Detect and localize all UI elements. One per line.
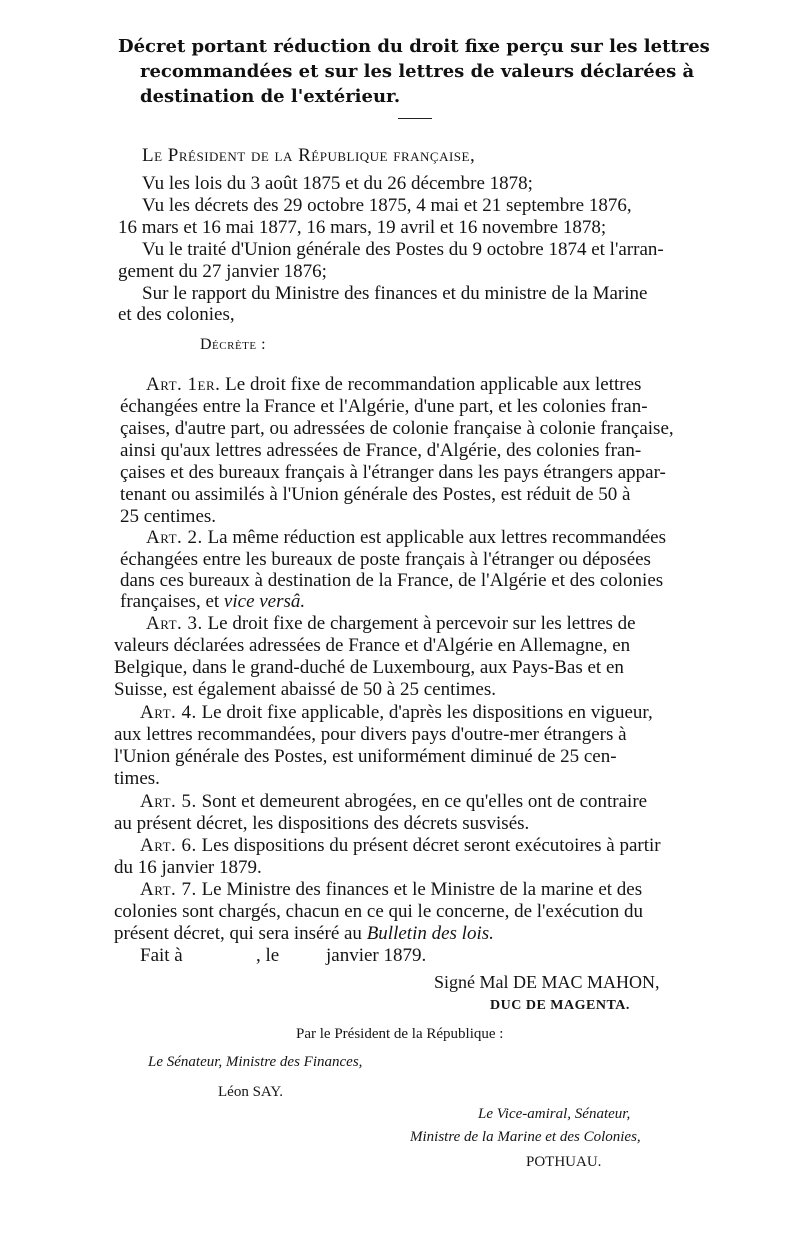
- vu-decrets-2: 16 mars et 16 mai 1877, 16 mars, 19 avril et 16 novembre 1878;: [118, 217, 607, 238]
- ministre-marine-colonies: Ministre de la Marine et des Colonies,: [410, 1129, 641, 1145]
- article-2-line-1: [146, 526, 666, 549]
- title-divider: [398, 118, 432, 119]
- article-4-line-1: [140, 701, 653, 724]
- article-6-line-1: [140, 834, 661, 857]
- title-line-1: Décret portant réduction du droit fixe perçu sur les lettres: [118, 36, 710, 57]
- vu-decrets-1: Vu les décrets des 29 octobre 1875, 4 mai et 21 septembre 1876,: [142, 195, 632, 216]
- article-2-text-1: La même réduction est applicable aux lettres recommandées: [207, 527, 667, 548]
- article-1-label: Art. 1er.: [146, 374, 221, 395]
- article-6-label: Art. 6.: [140, 835, 197, 856]
- article-1-line-4: ainsi qu'aux lettres adressées de France, d'Algérie, des colonies fran-: [120, 440, 642, 461]
- article-4-label: Art. 4.: [140, 702, 197, 723]
- signature-mac-mahon: Signé Mal DE MAC MAHON,: [434, 972, 660, 992]
- article-7-line-2: colonies sont chargés, chacun en ce qui le concerne, de l'exécution du: [114, 901, 644, 922]
- article-2-line-4: [120, 590, 305, 613]
- article-7-text-1: Le Ministre des finances et le Ministre de la marine et des: [201, 879, 643, 900]
- signature-pothuau: POTHUAU.: [526, 1154, 602, 1170]
- article-6-text-1: Les dispositions du présent décret seront exécutoires à partir: [201, 835, 661, 856]
- vu-traite-2: gement du 27 janvier 1876;: [118, 261, 327, 282]
- vu-traite-1: Vu le traité d'Union générale des Postes du 9 octobre 1874 et l'arran-: [142, 239, 664, 260]
- article-1-line-1: [146, 373, 641, 396]
- article-7-line-3: [114, 922, 494, 945]
- article-2-line-2: échangées entre les bureaux de poste français à l'étranger ou déposées: [120, 549, 651, 570]
- article-1-line-5: çaises et des bureaux français à l'étranger dans les pays étrangers appar-: [120, 462, 666, 483]
- vu-lois: Vu les lois du 3 août 1875 et du 26 décembre 1878;: [142, 173, 533, 194]
- sur-rapport-2: et des colonies,: [118, 304, 235, 325]
- article-7-text-3: présent décret, qui sera inséré au: [114, 923, 367, 944]
- signature-leon-say: Léon SAY.: [218, 1084, 284, 1100]
- article-1-line-7: 25 centimes.: [120, 506, 217, 527]
- fait-a: Fait à: [140, 945, 183, 966]
- article-1-line-6: tenant ou assimilés à l'Union générale des Postes, est réduit de 50 à: [120, 484, 631, 505]
- article-7-label: Art. 7.: [140, 879, 197, 900]
- title-line-2: recommandées et sur les lettres de valeurs déclarées à: [140, 61, 695, 82]
- article-3-text-1: Le droit fixe de chargement à percevoir sur les lettres de: [207, 613, 636, 634]
- president-heading: Le Président de la République française,: [142, 145, 476, 166]
- decree-title: [118, 34, 738, 109]
- article-7-line-1: [140, 878, 642, 901]
- article-1-line-3: çaises, d'autre part, ou adressées de colonie française à colonie française,: [120, 418, 674, 439]
- article-5-line-1: [140, 790, 647, 813]
- article-1-line-2: échangées entre la France et l'Algérie, d'une part, et les colonies fran-: [120, 396, 648, 417]
- article-4-text-1: Le droit fixe applicable, d'après les dispositions en vigueur,: [201, 702, 653, 723]
- decrete-heading: Décrète :: [200, 336, 267, 353]
- senateur-ministre-finances: Le Sénateur, Ministre des Finances,: [148, 1054, 363, 1070]
- article-1-text-1: Le droit fixe de recommandation applicable aux lettres: [225, 374, 642, 395]
- bulletin-des-lois: Bulletin des lois.: [366, 923, 494, 944]
- article-2-text-4: françaises, et: [120, 591, 224, 612]
- fait-le: , le: [256, 945, 280, 966]
- article-5-text-1: Sont et demeurent abrogées, en ce qu'elles ont de contraire: [201, 791, 648, 812]
- article-4-line-2: aux lettres recommandées, pour divers pays d'outre-mer étrangers à: [114, 724, 627, 745]
- article-3-line-4: Suisse, est également abaissé de 50 à 25 centimes.: [114, 679, 497, 700]
- article-2-line-3: dans ces bureaux à destination de la France, de l'Algérie et des colonies: [120, 570, 664, 591]
- fait-date: janvier 1879.: [326, 945, 427, 966]
- article-5-label: Art. 5.: [140, 791, 197, 812]
- vice-amiral-senateur: Le Vice-amiral, Sénateur,: [478, 1106, 631, 1122]
- article-2-vice-versa: vice versâ.: [223, 591, 306, 612]
- article-3-line-1: [146, 612, 636, 635]
- par-le-president: Par le Président de la République :: [296, 1026, 504, 1042]
- article-3-line-3: Belgique, dans le grand-duché de Luxembourg, aux Pays-Bas et en: [114, 657, 624, 678]
- title-line-3: destination de l'extérieur.: [140, 86, 401, 107]
- article-2-label: Art. 2.: [146, 527, 203, 548]
- article-5-line-2: au présent décret, les dispositions des décrets susvisés.: [114, 813, 530, 834]
- signature-duc-de-magenta: DUC DE MAGENTA.: [490, 998, 630, 1013]
- article-4-line-3: l'Union générale des Postes, est uniformément diminué de 25 cen-: [114, 746, 617, 767]
- article-4-line-4: times.: [114, 768, 160, 789]
- sur-rapport-1: Sur le rapport du Ministre des finances et du ministre de la Marine: [142, 283, 648, 304]
- article-3-label: Art. 3.: [146, 613, 203, 634]
- article-3-line-2: valeurs déclarées adressées de France et d'Algérie en Allemagne, en: [114, 635, 631, 656]
- article-6-line-2: du 16 janvier 1879.: [114, 857, 262, 878]
